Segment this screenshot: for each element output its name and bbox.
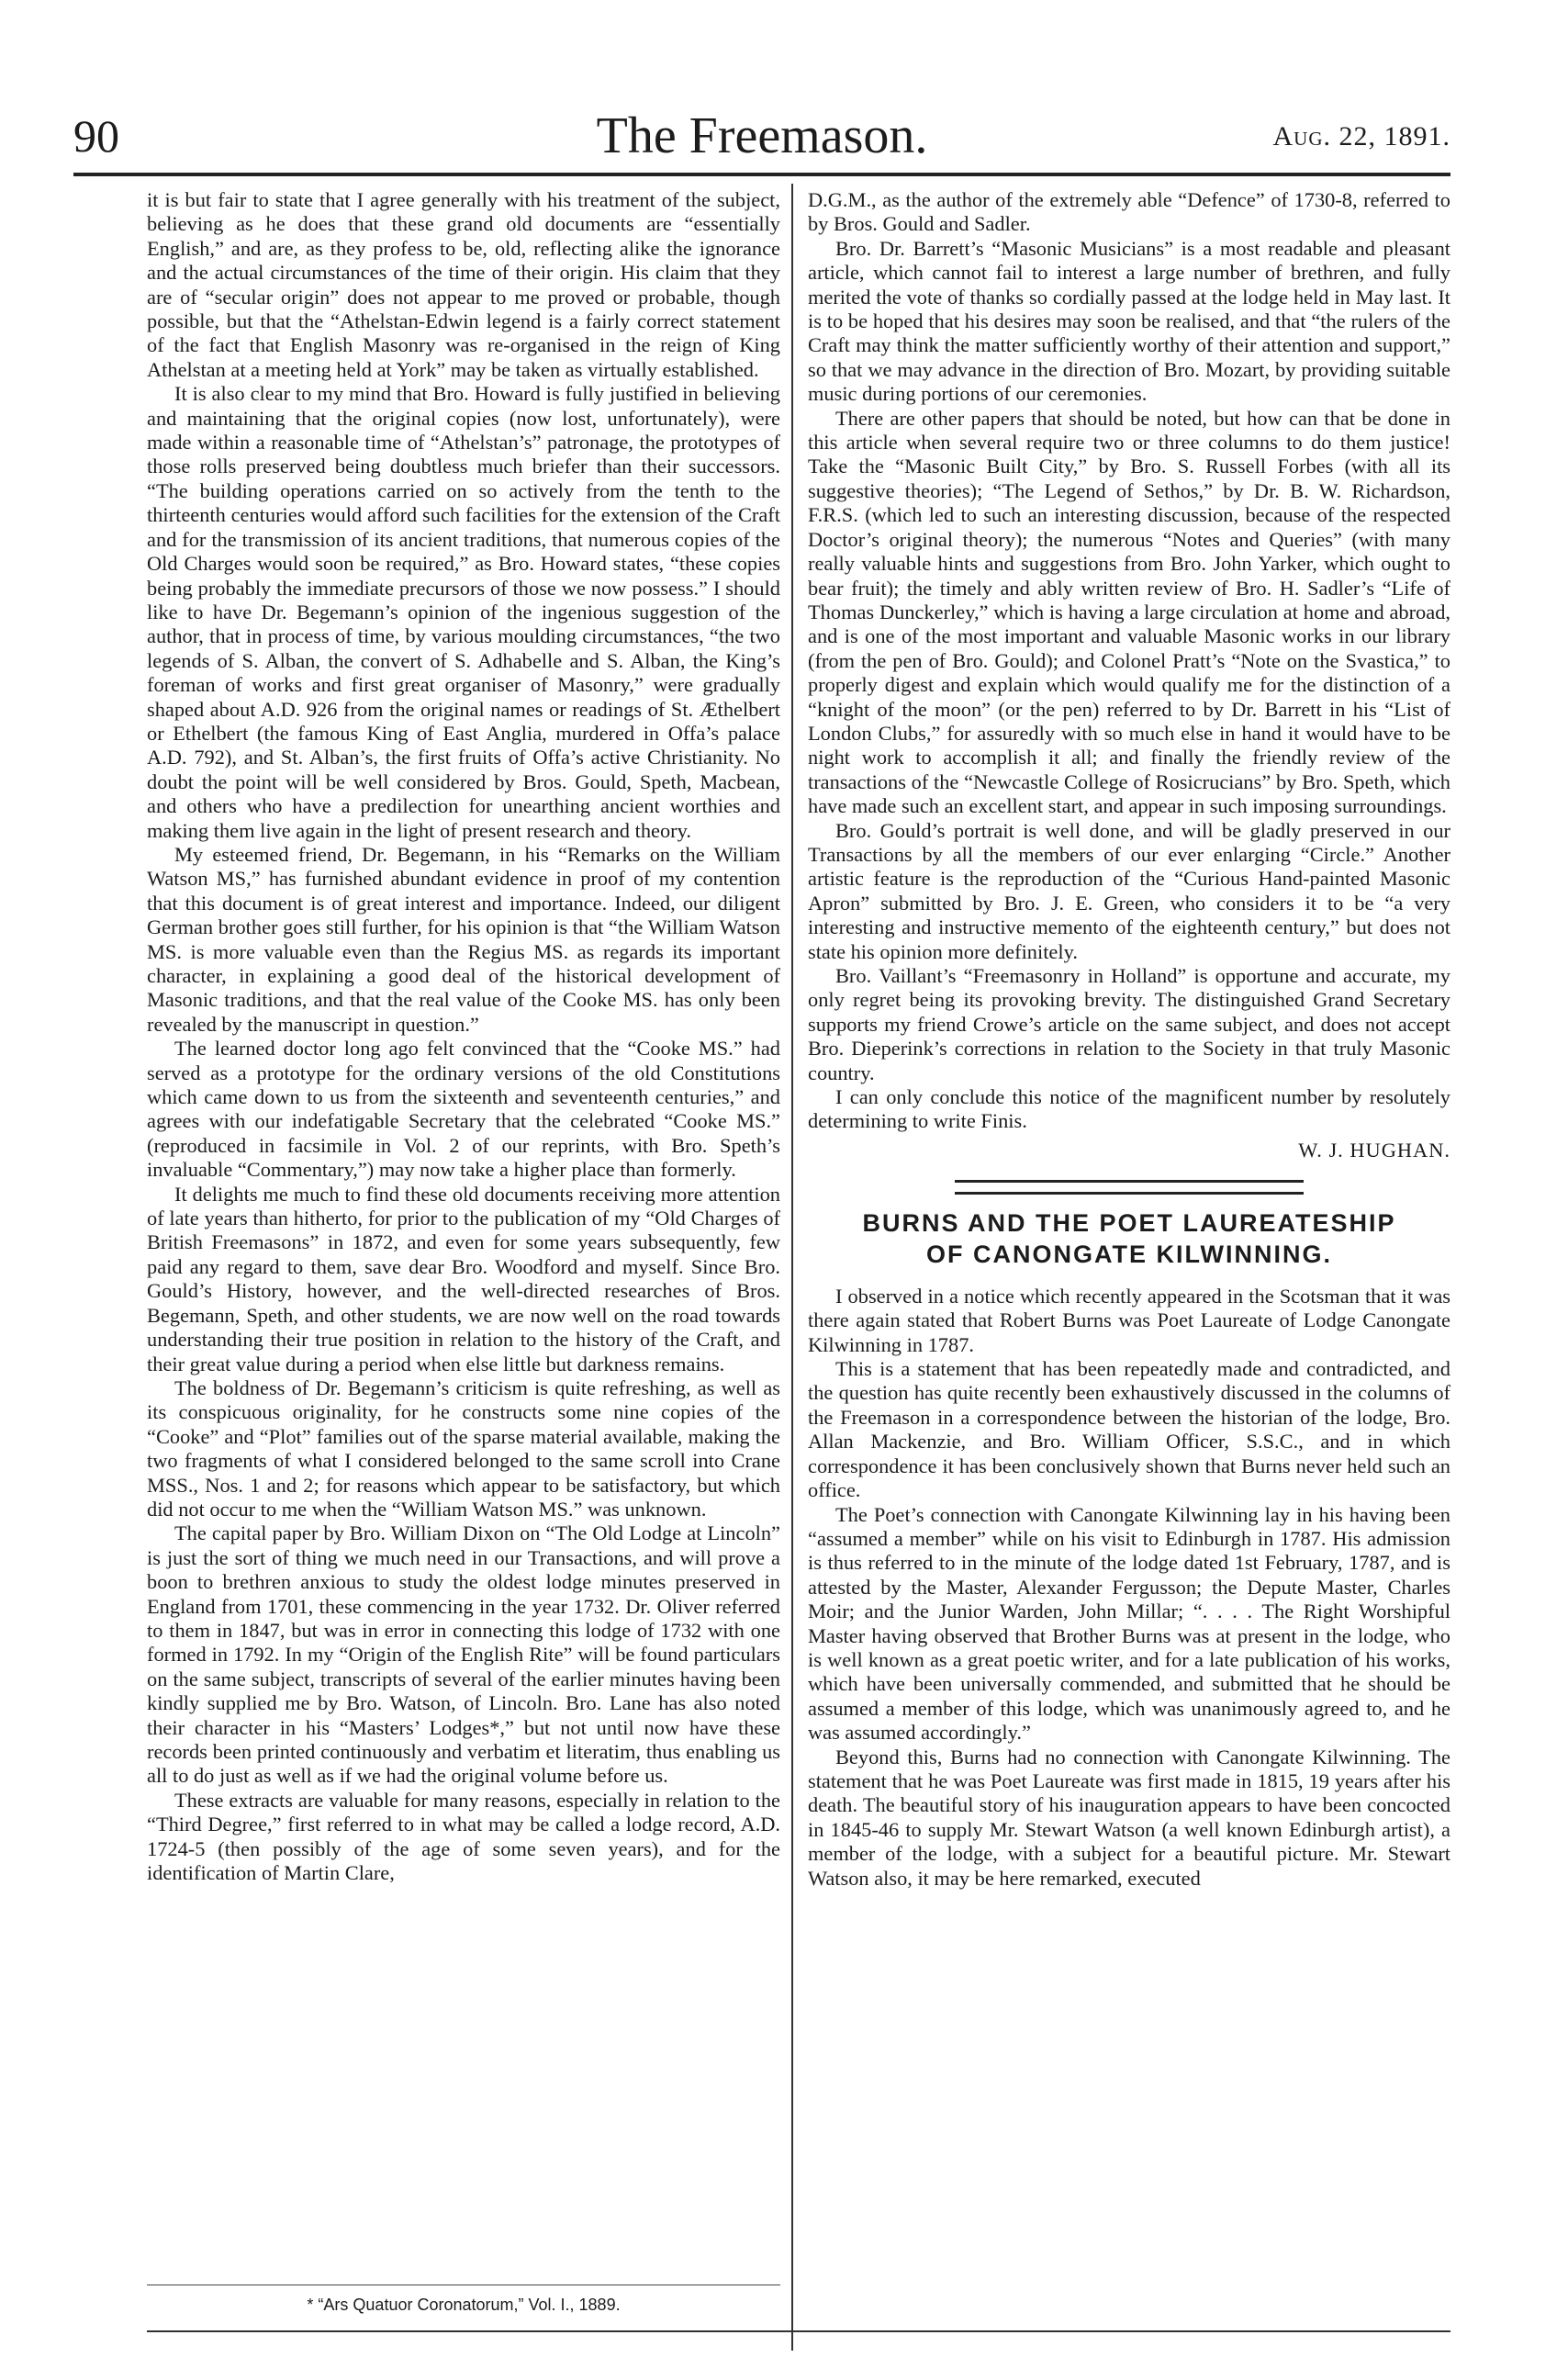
article-paragraph: D.G.M., as the author of the extremely able “Defence” of 1730-8, referred to by Bros. Gould and Sadler. [808,188,1450,236]
article-paragraph: I observed in a notice which recently appeared in the Scotsman that it was there again stated that Robert Burns was Poet Laureate of Lodge Canongate Kilwinning in 1787. [808,1284,1450,1356]
bottom-rule [147,2330,1450,2332]
article-paragraph: It delights me much to find these old documents receiving more attention of late years than hitherto, for prior to the publication of my “Old Charges of British Freemasons” in 1872, and even for some years subsequently, few paid any regard to them, save dear Bro. Woodford and myself. Since Bro. Gould’s History, however, and the well-directed researches of Bros. Begemann, Speth, and other students, we are now well on the road towards understanding their true position in relation to the history of the Craft, and their great value during a period when else little but darkness remains. [147,1182,780,1375]
article-paragraph: There are other papers that should be noted, but how can that be done in this article when several require two or three columns to do them justice! Take the “Masonic Built City,” by Bro. S. Russell Forbes (with all its suggestive theories); “The Legend of Sethos,” by Dr. B. W. Richardson, F.R.S. (which led to such an interesting discussion, because of the respected Doctor’s original theory); the numerous “Notes and Queries” (with many really valuable hints and suggestions from Bro. John Yarker, which ought to bear fruit); the timely and ably written review of Bro. H. Sadler’s “Life of Thomas Dunckerley,” which is having a large circulation at home and abroad, and is one of the most important and valuable Masonic works in our library (from the pen of Bro. Gould); and Colonel Pratt’s “Note on the Svastica,” to properly digest and explain which would qualify me for the distinction of a “knight of the moon” (or the pen) referred to by Dr. Barrett in his “List of London Clubs,” for assuredly with so much else in hand it would have to be night work to accomplish it all; and finally the friendly review of the transactions of the “Newcastle College of Rosicrucians” by Bro. Speth, which have made such an excellent start, and appear in such imposing surroundings. [808,406,1450,818]
heading-line: OF CANONGATE KILWINNING. [926,1240,1332,1268]
newspaper-title: The Freemason. [596,107,928,164]
article-paragraph: These extracts are valuable for many reasons, especially in relation to the “Third Degree,” first referred to in what may be called a lodge record, A.D. 1724-5 (then possibly of the age of some seven years), and for the identification of Martin Clare, [147,1788,780,1885]
right-column [808,188,1450,2328]
left-column [147,188,780,2328]
issue-date: Aug. 22, 1891. [1272,121,1450,152]
author-signature: W. J. HUGHAN. [1298,1138,1450,1162]
footnote: * “Ars Quatuor Coronatorum,” Vol. I., 1889. [307,2296,621,2314]
masthead [73,108,1450,173]
article-paragraph: Beyond this, Burns had no connection with Canongate Kilwinning. The statement that he was Poet Laureate was first made in 1815, 19 years after his death. The beautiful story of his inauguration appears to have been concocted in 1845-46 to supply Mr. Stewart Watson (a well known Edinburgh artist), a member of the lodge, with a subject for a beautiful picture. Mr. Stewart Watson also, it may be here remarked, executed [808,1745,1450,1890]
article-paragraph: The learned doctor long ago felt convinced that the “Cooke MS.” had served as a prototype for the ordinary versions of the old Constitutions which came down to us from the sixteenth and seventeenth centuries,” and agrees with our indefatigable Secretary that the celebrated “Cooke MS.” (reproduced in facsimile in Vol. 2 of our reprints, with Bro. Speth’s invaluable “Commentary,”) may now take a higher place than formerly. [147,1037,780,1182]
article-paragraph: The boldness of Dr. Begemann’s criticism is quite refreshing, as well as its conspicuous originality, for he constructs some nine copies of the “Cooke” and “Plot” families out of the sparse material available, making the two fragments of what I considered belonged to the same scroll into Crane MSS., Nos. 1 and 2; for reasons which appear to be satisfactory, but which did not occur to me when the “William Watson MS.” was unknown. [147,1375,780,1521]
article-paragraph: The capital paper by Bro. William Dixon on “The Old Lodge at Lincoln” is just the sort of thing we much need in our Transactions, and will prove a boon to brethren anxious to study the oldest lodge minutes preserved in England from 1701, these commencing in the year 1732. Dr. Oliver referred to them in 1847, but was in error in connecting this lodge of 1732 with one formed in 1792. In my “Origin of the English Rite” will be found particulars on the same subject, transcripts of several of the earlier minutes having been kindly supplied me by Bro. Watson, of Lincoln. Bro. Lane has also noted their character in his “Masters’ Lodges*,” but not until now have these records been printed continuously and verbatim et literatim, thus enabling us all to do just as well as if we had the original volume before us. [147,1521,780,1788]
section-separator [955,1180,1304,1195]
article-paragraph: The Poet’s connection with Canongate Kilwinning lay in his having been “assumed a member” while on his visit to Edinburgh in 1787. His admission is thus referred to in the minute of the lodge dated 1st February, 1787, and is attested by the Master, Alexander Fergusson; the Depute Master, Charles Moir; and the Junior Warden, John Millar; “. . . . The Right Worshipful Master having observed that Brother Burns was at present in the lodge, who is well known as a great poetic writer, and for a late publication of his works, which have been universally commended, and submitted that he should be assumed a member of this lodge, which was unanimously agreed to, and he was assumed accordingly.” [808,1502,1450,1745]
header-rule [73,173,1450,176]
article-paragraph: My esteemed friend, Dr. Begemann, in his “Remarks on the William Watson MS,” has furnished abundant evidence in proof of my contention that this document is of great interest and importance. Indeed, our diligent German brother goes still further, for his opinion is that “the William Watson MS. is more valuable even than the Regius MS. as regards its important character, in explaining a good deal of the historical development of Masonic traditions, and that the real value of the Cooke MS. has only been revealed by the manuscript in question.” [147,842,780,1036]
article-paragraph: Bro. Gould’s portrait is well done, and will be gladly preserved in our Transactions by all the members of our ever enlarging “Circle.” Another artistic feature is the reproduction of the “Curious Hand-painted Masonic Apron” submitted by Bro. J. E. Green, who considers it to be “a very interesting and instructive memento of the eighteenth century,” but does not state his opinion more definitely. [808,818,1450,963]
article-paragraph: This is a statement that has been repeatedly made and contradicted, and the question has quite recently been exhaustively discussed in the columns of the Freemason in a correspondence between the historian of the lodge, Bro. Allan Mackenzie, and Bro. William Officer, S.S.C., and in which correspondence it has been conclusively shown that Burns never held such an office. [808,1357,1450,1502]
article-paragraph: It is also clear to my mind that Bro. Howard is fully justified in believing and maintaining that the original copies (now lost, unfortunately), were made within a reasonable time of “Athelstan’s” patronage, the prototypes of those rolls preserved being doubtless much briefer than their successors. “The building operations carried on so actively from the tenth to the thirteenth centuries would afford such facilities for the extension of the Craft and for the transmission of its ancient traditions, that numerous copies of the Old Charges would soon be required,” as Bro. Howard states, “these copies being probably the immediate precursors of those we now possess.” I should like to have Dr. Begemann’s opinion of the ingenious suggestion of the author, that in process of time, by various moulding circumstances, “the two legends of S. Alban, the convert of S. Adhabelle and S. Alban, the King’s foreman of works and first great organiser of Masonry,” were gradually shaped about A.D. 926 from the original names or readings of St. Æthelbert or Ethelbert (the famous King of East Anglia, murdered in Offa’s palace A.D. 792), and St. Alban’s, the first fruits of Offa’s active Christianity. No doubt the point will be well considered by Bros. Gould, Speth, Macbean, and others who have a predilection for unearthing ancient worthies and making them live again in the light of present research and theory. [147,382,780,842]
article-paragraph: Bro. Vaillant’s “Freemasonry in Holland” is opportune and accurate, my only regret being its provoking brevity. The distinguished Grand Secretary supports my friend Crowe’s article on the same subject, and does not accept Bro. Dieperink’s corrections in relation to the Society in that truly Masonic country. [808,964,1450,1084]
article-heading [808,1207,1450,1270]
heading-line: BURNS AND THE POET LAUREATESHIP [862,1208,1396,1237]
article-paragraph: I can only conclude this notice of the magnificent number by resolutely determining to write Finis. [808,1085,1450,1133]
article-paragraph: Bro. Dr. Barrett’s “Masonic Musicians” is a most readable and pleasant article, which cannot fail to interest a large number of brethren, and fully merited the vote of thanks so cordially passed at the lodge held in May last. It is to be hoped that his desires may soon be realised, and that “the rulers of the Craft may think the matter sufficiently worthy of their attention and support,” so that we may advance in the direction of Bro. Mozart, by providing suitable music during portions of our ceremonies. [808,236,1450,406]
article-paragraph: it is but fair to state that I agree generally with his treatment of the subject, believing as he does that these grand old documents are “essentially English,” and are, as they profess to be, old, reflecting alike the ignorance and the actual circumstances of the time of their origin. His claim that they are of “secular origin” does not appear to me proved or probable, though possible, but that the “Athelstan-Edwin legend is a fairly correct statement of the fact that English Masonry was re-organised in the reign of King Athelstan at a meeting held at York” may be taken as virtually established. [147,188,780,381]
column-divider [791,184,793,2351]
page-number: 90 [73,110,119,162]
